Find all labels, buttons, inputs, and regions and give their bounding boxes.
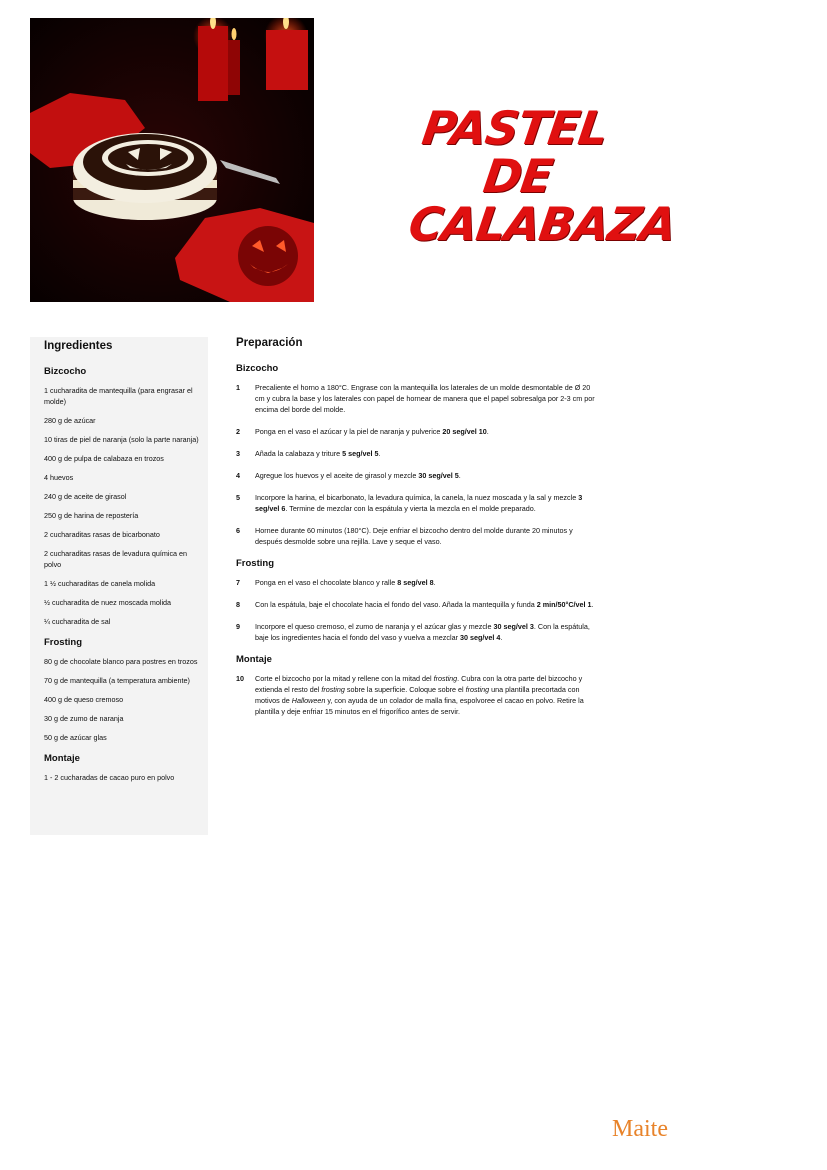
ingredients-section-title: Montaje xyxy=(44,753,80,764)
ingredient-item: 4 huevos xyxy=(44,473,74,482)
step-text: Hornee durante 60 minutos (180°C). Deje enfriar el bizcocho dentro del molde durante 20 minutos y después desmolde sobre una rejilla. Lave y seque el vaso. xyxy=(255,526,573,546)
ingredients-section-title: Frosting xyxy=(44,637,82,648)
preparation-step xyxy=(236,577,596,588)
preparation-section xyxy=(236,337,596,728)
ingredient-item: 10 tiras de piel de naranja (solo la parte naranja) xyxy=(44,435,199,444)
ingredient-item: 70 g de mantequilla (a temperatura ambiente) xyxy=(44,676,190,685)
ingredient-item: ¼ cucharadita de sal xyxy=(44,617,111,626)
ingredient-item: 250 g de harina de repostería xyxy=(44,511,139,520)
preparation-step xyxy=(236,470,596,481)
step-number: 2 xyxy=(236,427,240,436)
preparation-step xyxy=(236,426,596,437)
cake-photo xyxy=(30,18,314,302)
preparation-step xyxy=(236,448,596,459)
step-number: 8 xyxy=(236,600,240,609)
ingredient-item: 400 g de queso cremoso xyxy=(44,695,124,704)
ingredients-heading: Ingredientes xyxy=(44,340,113,352)
preparation-step xyxy=(236,492,596,514)
preparation-section-title: Montaje xyxy=(236,654,272,665)
preparation-step xyxy=(236,621,596,643)
ingredient-item: 30 g de zumo de naranja xyxy=(44,714,124,723)
ingredient-item: 80 g de chocolate blanco para postres en trozos xyxy=(44,657,198,666)
step-text: Corte el bizcocho por la mitad y rellene con la mitad del frosting. Cubra con la otra parte del bizcocho y extienda el resto del frosting sobre la superficie. Coloque sobre el frosting una plantilla precortada con motivos de Halloween y, con ayuda de un colador de malla fina, espolvoree el cacao en polvo. Retire la plantilla y deje enfriar 15 minutos en el frigorífico antes de servir. xyxy=(255,674,584,716)
step-number: 6 xyxy=(236,526,240,535)
ingredient-item: 2 cucharaditas rasas de bicarbonato xyxy=(44,530,160,539)
title-line-3: CALABAZA xyxy=(405,197,679,251)
step-number: 9 xyxy=(236,622,240,631)
ingredient-item: 1 ½ cucharaditas de canela molida xyxy=(44,579,156,588)
step-number: 4 xyxy=(236,471,240,480)
step-text: Ponga en el vaso el chocolate blanco y ralle 8 seg/vel 8. xyxy=(255,578,436,587)
title-line-2: DE xyxy=(480,149,556,203)
preparation-step xyxy=(236,525,596,547)
preparation-step xyxy=(236,673,596,717)
ingredient-item: 1 cucharadita de mantequilla (para engrasar el molde) xyxy=(44,386,193,406)
preparation-step xyxy=(236,382,596,415)
step-text: Agregue los huevos y el aceite de girasol y mezcle 30 seg/vel 5. xyxy=(255,471,461,480)
step-number: 7 xyxy=(236,578,240,587)
preparation-section-title: Frosting xyxy=(236,558,274,569)
step-text: Añada la calabaza y triture 5 seg/vel 5. xyxy=(255,449,381,458)
step-text: Precaliente el horno a 180°C. Engrase con la mantequilla los laterales de un molde desmontable de Ø 20 cm y cubra la base y los laterales con papel de hornear de manera que el papel sobresalga por 2-3 cm por encima del borde del molde. xyxy=(255,383,595,414)
step-number: 10 xyxy=(236,674,244,683)
ingredient-item: 1 - 2 cucharadas de cacao puro en polvo xyxy=(44,773,175,782)
recipe-title xyxy=(402,101,752,251)
title-line-1: PASTEL xyxy=(418,101,611,155)
ingredient-item: 50 g de azúcar glas xyxy=(44,733,107,742)
ingredients-panel xyxy=(30,337,208,835)
preparation-heading: Preparación xyxy=(236,337,303,349)
preparation-step xyxy=(236,599,596,610)
ingredient-item: 400 g de pulpa de calabaza en trozos xyxy=(44,454,164,463)
ingredient-item: 280 g de azúcar xyxy=(44,416,96,425)
step-text: Incorpore la harina, el bicarbonato, la levadura química, la canela, la nuez moscada y la sal y mezcle 3 seg/vel 6. Termine de mezclar con la espátula y vierta la mezcla en el molde preparado. xyxy=(255,493,583,513)
step-number: 3 xyxy=(236,449,240,458)
ingredients-section-title: Bizcocho xyxy=(44,366,87,377)
step-text: Incorpore el queso cremoso, el zumo de naranja y el azúcar glas y mezcle 30 seg/vel 3. Con la espátula, baje los ingredientes hacia el fondo del vaso y vuelva a mezclar 30 seg/vel 4. xyxy=(255,622,590,642)
ingredient-item: ½ cucharadita de nuez moscada molida xyxy=(44,598,172,607)
preparation-section-title: Bizcocho xyxy=(236,363,279,374)
step-text: Ponga en el vaso el azúcar y la piel de naranja y pulverice 20 seg/vel 10. xyxy=(255,427,489,436)
step-text: Con la espátula, baje el chocolate hacia el fondo del vaso. Añada la mantequilla y funda 2 min/50°C/vel 1. xyxy=(255,600,594,609)
ingredient-item: 2 cucharaditas rasas de levadura química en polvo xyxy=(44,549,188,569)
step-number: 1 xyxy=(236,383,240,392)
step-number: 5 xyxy=(236,493,240,502)
ingredient-item: 240 g de aceite de girasol xyxy=(44,492,127,501)
author-signature: Maite xyxy=(612,1116,668,1142)
